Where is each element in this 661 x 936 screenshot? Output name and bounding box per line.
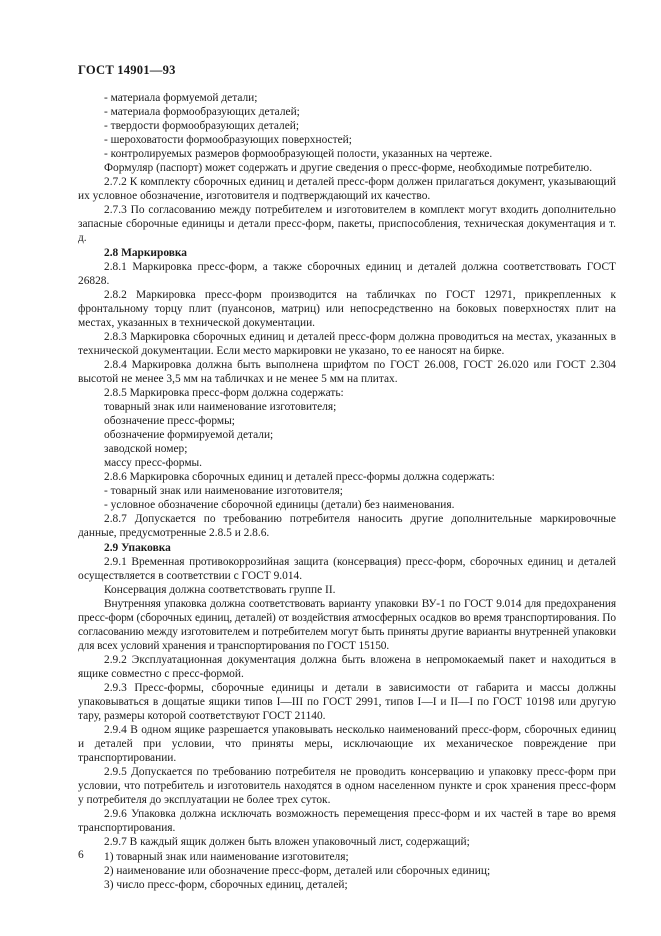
list-item: заводской номер;: [104, 443, 188, 456]
clause-2-9-6: 2.9.6 Упаковка должна исключать возможность перемещения пресс-форм и их частей в таре во время транспортирования.: [78, 808, 616, 835]
clause-2-8-1: 2.8.1 Маркировка пресс-форм, а также сборочных единиц и деталей должна соответствовать ГОСТ 26828.: [78, 260, 616, 287]
dash-item: - шероховатости формообразующих поверхностей;: [104, 134, 352, 147]
clause-2-9-2: 2.9.2 Эксплуатационная документация должна быть вложена в непромокаемый пакет и находиться в ящике совместно с пресс-формой.: [78, 653, 616, 680]
dash-item: - контролируемых размеров формообразующей полости, указанных на чертеже.: [104, 148, 493, 161]
list-item: 1) товарный знак или наименование изготовителя;: [104, 850, 349, 863]
document-header: ГОСТ 14901—93: [78, 63, 176, 77]
clause-2-9-1: 2.9.1 Временная противокоррозийная защита (консервация) пресс-форм, сборочных единиц и деталей осуществляется в соответствии с ГОСТ 9.014.: [78, 555, 616, 582]
clause-2-8-6: 2.8.6 Маркировка сборочных единиц и деталей пресс-формы должна содержать:: [104, 471, 495, 484]
section-heading-2-8: 2.8 Маркировка: [104, 246, 187, 259]
clause-2-9-3: 2.9.3 Пресс-формы, сборочные единицы и детали в зависимости от габарита и массы должны упаковываться в дощатые ящики типов I—III по ГОСТ 2991, типов I—I и II—I по ГОСТ 10198 или другую тару, размеры которой соответствуют ГОСТ 21140.: [78, 681, 616, 723]
clause-2-9-4: 2.9.4 В одном ящике разрешается упаковывать несколько наименований пресс-форм, сборочных единиц и деталей при условии, что приняты меры, исключающие их механическое повреждение при транспортировании.: [78, 724, 616, 765]
list-item: товарный знак или наименование изготовителя;: [104, 401, 337, 414]
paragraph: Формуляр (паспорт) может содержать и другие сведения о пресс-форме, необходимые потребителю.: [104, 162, 593, 175]
dash-item: - материала формообразующих деталей;: [104, 106, 300, 119]
clause-2-8-2: 2.8.2 Маркировка пресс-форм производится на табличках по ГОСТ 12971, прикрепленных к фронтальному торцу плит (пуансонов, матриц) или непосредственно на боковых поверхностях плит на местах, указанных в технической документации.: [78, 288, 616, 329]
clause-2-8-4: 2.8.4 Маркировка должна быть выполнена шрифтом по ГОСТ 26.008, ГОСТ 26.020 или ГОСТ 2.304 высотой не менее 3,5 мм на табличках и не менее 5 мм на плитах.: [78, 358, 616, 385]
clause-2-8-3: 2.8.3 Маркировка сборочных единиц и деталей пресс-форм должна проводиться на местах, указанных в технической документации. Если место маркировки не указано, то ее наносят на бирке.: [78, 330, 616, 357]
list-item: обозначение пресс-формы;: [104, 415, 235, 428]
clause-2-7-2: 2.7.2 К комплекту сборочных единиц и деталей пресс-форм должен прилагаться документ, указывающий их условное обозначение, изготовителя и подтверждающий их качество.: [78, 176, 616, 203]
clause-2-8-7: 2.8.7 Допускается по требованию потребителя наносить другие дополнительные маркировочные данные, предусмотренные 2.8.5 и 2.8.6.: [78, 513, 616, 540]
list-item: массу пресс-формы.: [104, 457, 203, 470]
dash-item: - условное обозначение сборочной единицы (детали) без наименования.: [104, 499, 455, 512]
list-item: обозначение формируемой детали;: [104, 429, 274, 442]
dash-item: - товарный знак или наименование изготовителя;: [104, 485, 343, 498]
dash-item: - материала формуемой детали;: [104, 92, 258, 104]
section-heading-2-9: 2.9 Упаковка: [104, 541, 171, 554]
clause-2-9-7: 2.9.7 В каждый ящик должен быть вложен упаковочный лист, содержащий;: [104, 836, 470, 849]
list-item: 2) наименование или обозначение пресс-форм, деталей или сборочных единиц;: [104, 864, 491, 877]
clause-2-9-5: 2.9.5 Допускается по требованию потребителя не проводить консервацию и упаковку пресс-форм при условии, что потребитель и изготовитель находятся в одном населенном пункте и срок хранения пресс-форм у потребителя до эксплуатации не более трех суток.: [78, 766, 616, 807]
clause-2-7-3: 2.7.3 По согласованию между потребителем и изготовителем в комплект могут входить дополнительно запасные сборочные единицы и детали пресс-форм, пакеты, приспособления, техническая документация и т. д.: [78, 204, 616, 245]
clause-2-8-5: 2.8.5 Маркировка пресс-форм должна содержать:: [104, 386, 344, 399]
document-body: [78, 91, 616, 892]
list-item: 3) число пресс-форм, сборочных единиц, деталей;: [104, 878, 348, 891]
paragraph: Консервация должна соответствовать группе II.: [104, 583, 336, 596]
dash-item: - твердости формообразующих деталей;: [104, 120, 300, 133]
page-number: 6: [78, 849, 84, 861]
paragraph: Внутренняя упаковка должна соответствовать варианту упаковки ВУ-1 по ГОСТ 9.014 для предохранения пресс-форм (сборочных единиц, деталей) от воздействия атмосферных осадков во время транспортирования. По согласованию между изготовителем и потребителем могут быть приняты другие варианты внутренней упаковки для всех условий хранения и транспортирования по ГОСТ 15150.: [78, 597, 616, 652]
